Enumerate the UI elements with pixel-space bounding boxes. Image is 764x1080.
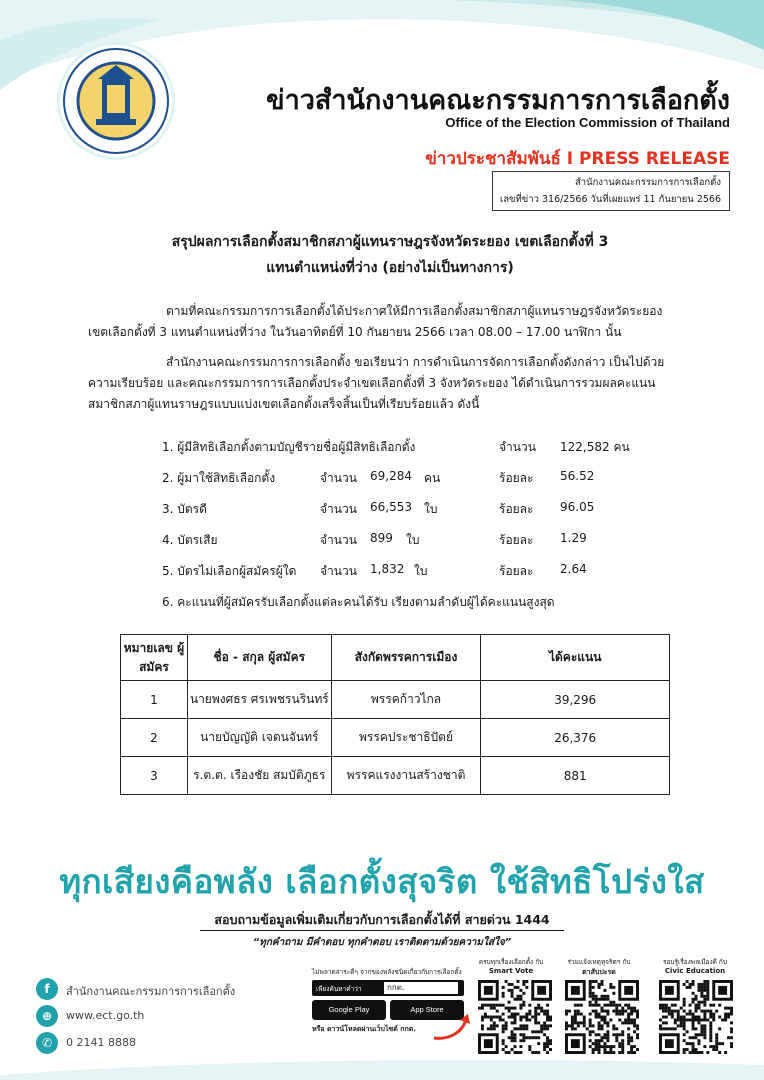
- stat-count-label: จำนวน: [499, 440, 536, 454]
- google-play-button[interactable]: Google Play: [312, 1000, 386, 1020]
- contact-facebook-text: สำนักงานคณะกรรมการการเลือกตั้ง: [66, 985, 236, 998]
- stat-count-label: จำนวน: [320, 564, 357, 578]
- qr-caption: รอบรู้เรื่องพลเมืองดี กับ Civic Education: [662, 958, 727, 975]
- stat-pct: 96.05: [560, 500, 595, 514]
- stat-pct-label: ร้อยละ: [499, 502, 534, 516]
- heading-line-1: สรุปผลการเลือกตั้งสมาชิกสภาผู้แทนราษฎรจังหวัดระยอง เขตเลือกตั้งที่ 3: [171, 234, 609, 250]
- reference-office: สำนักงานคณะกรรมการการเลือกตั้ง: [574, 177, 721, 188]
- paragraph-1-line-2: เขตเลือกตั้งที่ 3 แทนตำแหน่งที่ว่าง ในวันอาทิตย์ที่ 10 กันยายน 2566 เวลา 08.00 – 17.00 นาฬิกา นั้น: [88, 325, 622, 339]
- stat-pct-label: ร้อยละ: [499, 471, 534, 485]
- table-row: [121, 719, 670, 757]
- candidate-party: พรรคประชาธิปัตย์: [331, 719, 481, 757]
- paragraph-2-line-2: ความเรียบร้อย และคณะกรรมการการเลือกตั้งประจำเขตเลือกตั้งที่ 3 จังหวัดระยอง ได้ดำเนินการรวมผลคะแนน: [88, 376, 656, 390]
- stat-label: 5. บัตรไม่เลือกผู้สมัครผู้ใด: [162, 564, 297, 578]
- stat-count: 69,284: [370, 469, 412, 483]
- header-party: สังกัดพรรคการเมือง: [331, 635, 481, 681]
- stat-label: 4. บัตรเสีย: [162, 533, 218, 547]
- qr-code-smart-vote[interactable]: [478, 980, 552, 1054]
- paragraph-1-line-1: ตามที่คณะกรรมการการเลือกตั้งได้ประกาศให้มีการเลือกตั้งสมาชิกสภาผู้แทนราษฎรจังหวัดระยอง: [166, 304, 663, 318]
- candidate-party: พรรคแรงงานสร้างชาติ: [331, 757, 481, 795]
- stat-count: 66,553: [370, 500, 412, 514]
- paragraph-2-line-3: สมาชิกสภาผู้แทนราษฎรแบบแบ่งเขตเลือกตั้งเสร็จสิ้นเป็นที่เรียบร้อยแล้ว ดังนี้: [88, 397, 480, 411]
- paragraph-2: [88, 352, 723, 415]
- stat-unit: ใบ: [406, 533, 420, 547]
- ect-emblem-icon: [60, 45, 172, 157]
- header-candidate-name: ชื่อ - สกุล ผู้สมัคร: [187, 635, 331, 681]
- stat-count: 122,582 คน: [560, 440, 630, 454]
- header-candidate-number: หมายเลข ผู้สมัคร: [121, 635, 188, 681]
- candidate-name: ร.ต.ต. เรืองชัย สมบัติภูธร: [187, 757, 331, 795]
- stat-pct: 1.29: [560, 531, 587, 545]
- stat-6-label: 6. คะแนนที่ผู้สมัครรับเลือกตั้งแต่ละคนได้รับ เรียงตามลำดับผู้ได้คะแนนสูงสุด: [162, 595, 555, 609]
- candidate-number: 3: [121, 757, 188, 795]
- stat-count: 899: [370, 531, 393, 545]
- ect-logo: [60, 45, 172, 157]
- app-search-value: กกต.: [384, 982, 458, 994]
- app-store-button[interactable]: App Store: [390, 1000, 464, 1020]
- qr-code-ta-sapparot[interactable]: [565, 980, 639, 1054]
- candidate-votes: 39,296: [481, 681, 670, 719]
- stat-pct: 56.52: [560, 469, 595, 483]
- table-header-row: [121, 635, 670, 681]
- results-table: [120, 634, 670, 795]
- qr-code-civic-education[interactable]: [659, 980, 733, 1054]
- candidate-name: นายบัญญัติ เจตนจันทร์: [187, 719, 331, 757]
- app-note: ไม่พลาดสาระดีๆ จากของพลังชนิดเกี่ยวกับการเลือกตั้ง: [312, 968, 462, 976]
- app-search-label: เพียงค้นหาคำว่า: [316, 985, 362, 993]
- reference-number-date: เลขที่ข่าว 316/2566 วันที่เผยแพร่ 11 กันยายน 2566: [499, 194, 721, 205]
- stat-count-label: จำนวน: [320, 471, 357, 485]
- stat-count-label: จำนวน: [320, 502, 357, 516]
- candidate-party: พรรคก้าวไกล: [331, 681, 481, 719]
- stat-label: 2. ผู้มาใช้สิทธิเลือกตั้ง: [162, 471, 276, 485]
- paragraph-1: [88, 301, 723, 343]
- qr-caption: ร่วมแจ้งเหตุทุจริตฯ กับ ตาสับปะรด: [567, 958, 631, 976]
- qr-caption: ครบทุกเรื่องเลือกตั้ง กับ Smart Vote: [478, 958, 544, 975]
- stat-unit: ใบ: [424, 502, 438, 516]
- stat-count-label: จำนวน: [320, 533, 357, 547]
- header-title-th: ข่าวสำนักงานคณะกรรมการการเลือกตั้ง: [266, 85, 730, 116]
- hotline-tagline: “ทุกคำถาม มีคำตอบ ทุกคำตอบ เราติดตามด้วยความใส่ใจ”: [252, 937, 512, 948]
- stat-label: 3. บัตรดี: [162, 502, 207, 516]
- table-row: [121, 681, 670, 719]
- header-title-en: Office of the Election Commission of Thailand: [445, 115, 730, 130]
- press-release-label: ข่าวประชาสัมพันธ์ I PRESS RELEASE: [425, 149, 730, 169]
- stat-pct-label: ร้อยละ: [499, 533, 534, 547]
- stat-label: 1. ผู้มีสิทธิเลือกตั้งตามบัญชีรายชื่อผู้มีสิทธิเลือกตั้ง: [162, 440, 416, 454]
- facebook-icon: f: [36, 978, 58, 1000]
- candidate-votes: 881: [481, 757, 670, 795]
- hotline-text: สอบถามข้อมูลเพิ่มเติมเกี่ยวกับการเลือกตั้งได้ที่ สายด่วน 1444: [214, 912, 550, 927]
- stat-pct-label: ร้อยละ: [499, 564, 534, 578]
- arrow-icon: [432, 1012, 474, 1042]
- stat-unit: ใบ: [414, 564, 428, 578]
- heading-line-2: แทนตำแหน่งที่ว่าง (อย่างไม่เป็นทางการ): [266, 260, 514, 276]
- app-search-bar[interactable]: [312, 980, 464, 996]
- candidate-number: 2: [121, 719, 188, 757]
- contact-website-text: www.ect.go.th: [66, 1009, 145, 1022]
- hotline-underline: [200, 930, 564, 931]
- stat-pct: 2.64: [560, 562, 587, 576]
- header-votes: ได้คะแนน: [481, 635, 670, 681]
- table-row: [121, 757, 670, 795]
- reference-box: [492, 171, 730, 211]
- phone-icon: ✆: [36, 1032, 58, 1054]
- paragraph-2-line-1: สำนักงานคณะกรรมการการเลือกตั้ง ขอเรียนว่า การดำเนินการจัดการเลือกตั้งดังกล่าว เป็นไปด้วย: [166, 355, 665, 369]
- campaign-slogan: ทุกเสียงคือพลัง เลือกตั้งสุจริต ใช้สิทธิโปร่งใส: [59, 862, 705, 901]
- contact-phone-text: 0 2141 8888: [66, 1036, 136, 1049]
- footer-swoosh-art: [0, 1055, 764, 1080]
- candidate-name: นายพงศธร ศรเพชรนรินทร์: [187, 681, 331, 719]
- download-note: หรือ ดาวน์โหลดผ่านเว็บไซต์ กกต.: [312, 1025, 416, 1033]
- candidate-number: 1: [121, 681, 188, 719]
- candidate-votes: 26,376: [481, 719, 670, 757]
- stat-unit: คน: [424, 471, 441, 485]
- stat-count: 1,832: [370, 562, 405, 576]
- globe-icon: ⊕: [36, 1005, 58, 1027]
